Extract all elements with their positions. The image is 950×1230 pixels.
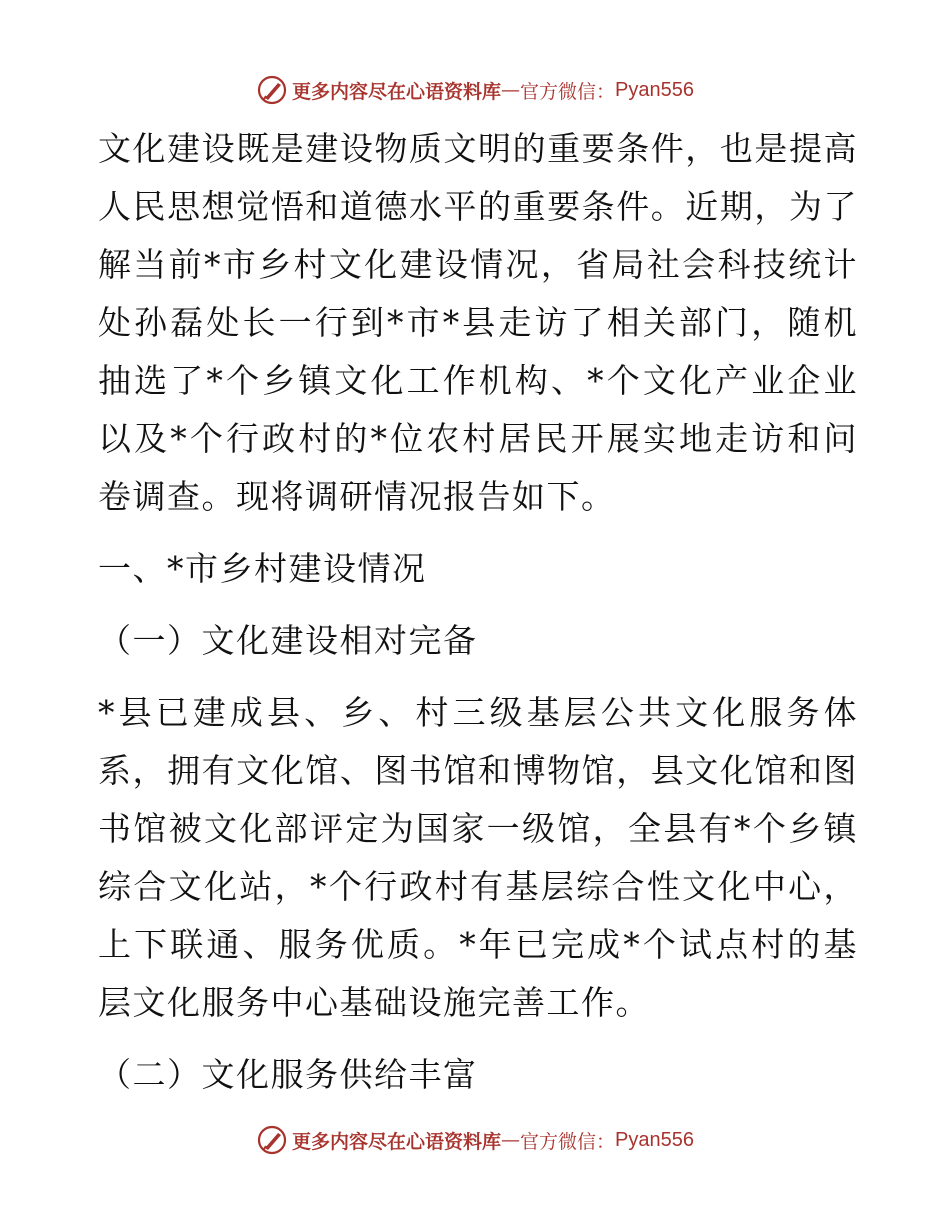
spacer [98,526,858,540]
spacer [98,1032,858,1046]
watermark-label: 官方微信： [520,80,616,103]
watermark-id: Pyan556 [615,78,694,101]
watermark-separator: — [501,79,521,101]
spacer [98,670,858,684]
watermark-id: Pyan556 [615,1128,694,1151]
watermark-label: 官方微信： [520,1130,616,1153]
intro-paragraph: 文化建设既是建设物质文明的重要条件，也是提高人民思想觉悟和道德水平的重要条件。近期，为了解当前*市乡村文化建设情况，省局社会科技统计处孙磊处长一行到*市*县走访了相关部门，随机抽选了*个乡镇文化工作机构、*个文化产业企业以及*个行政村的*位农村居民开展实地走访和问卷调查。现将调研情况报告如下。 [98,129,858,516]
section-heading: 一、*市乡村建设情况 [98,549,427,588]
spacer [98,598,858,612]
watermark-separator: — [501,1129,521,1151]
subsection-heading-2: （二）文化服务供给丰富 [98,1055,478,1094]
footer-watermark-banner [0,1120,950,1160]
watermark-text: 更多内容尽在心语资料库 [292,1130,502,1153]
watermark-text: 更多内容尽在心语资料库 [292,80,502,103]
quill-pen-logo-icon [256,1124,288,1156]
header-watermark-banner [0,70,950,110]
quill-pen-logo-icon [256,74,288,106]
document-body [98,120,858,1104]
subsection-heading-1: （一）文化建设相对完备 [98,621,478,660]
subsection-1-paragraph: *县已建成县、乡、村三级基层公共文化服务体系，拥有文化馆、图书馆和博物馆，县文化馆和图书馆被文化部评定为国家一级馆，全县有*个乡镇综合文化站，*个行政村有基层综合性文化中心，上下联通、服务优质。*年已完成*个试点村的基层文化服务中心基础设施完善工作。 [98,693,858,1022]
